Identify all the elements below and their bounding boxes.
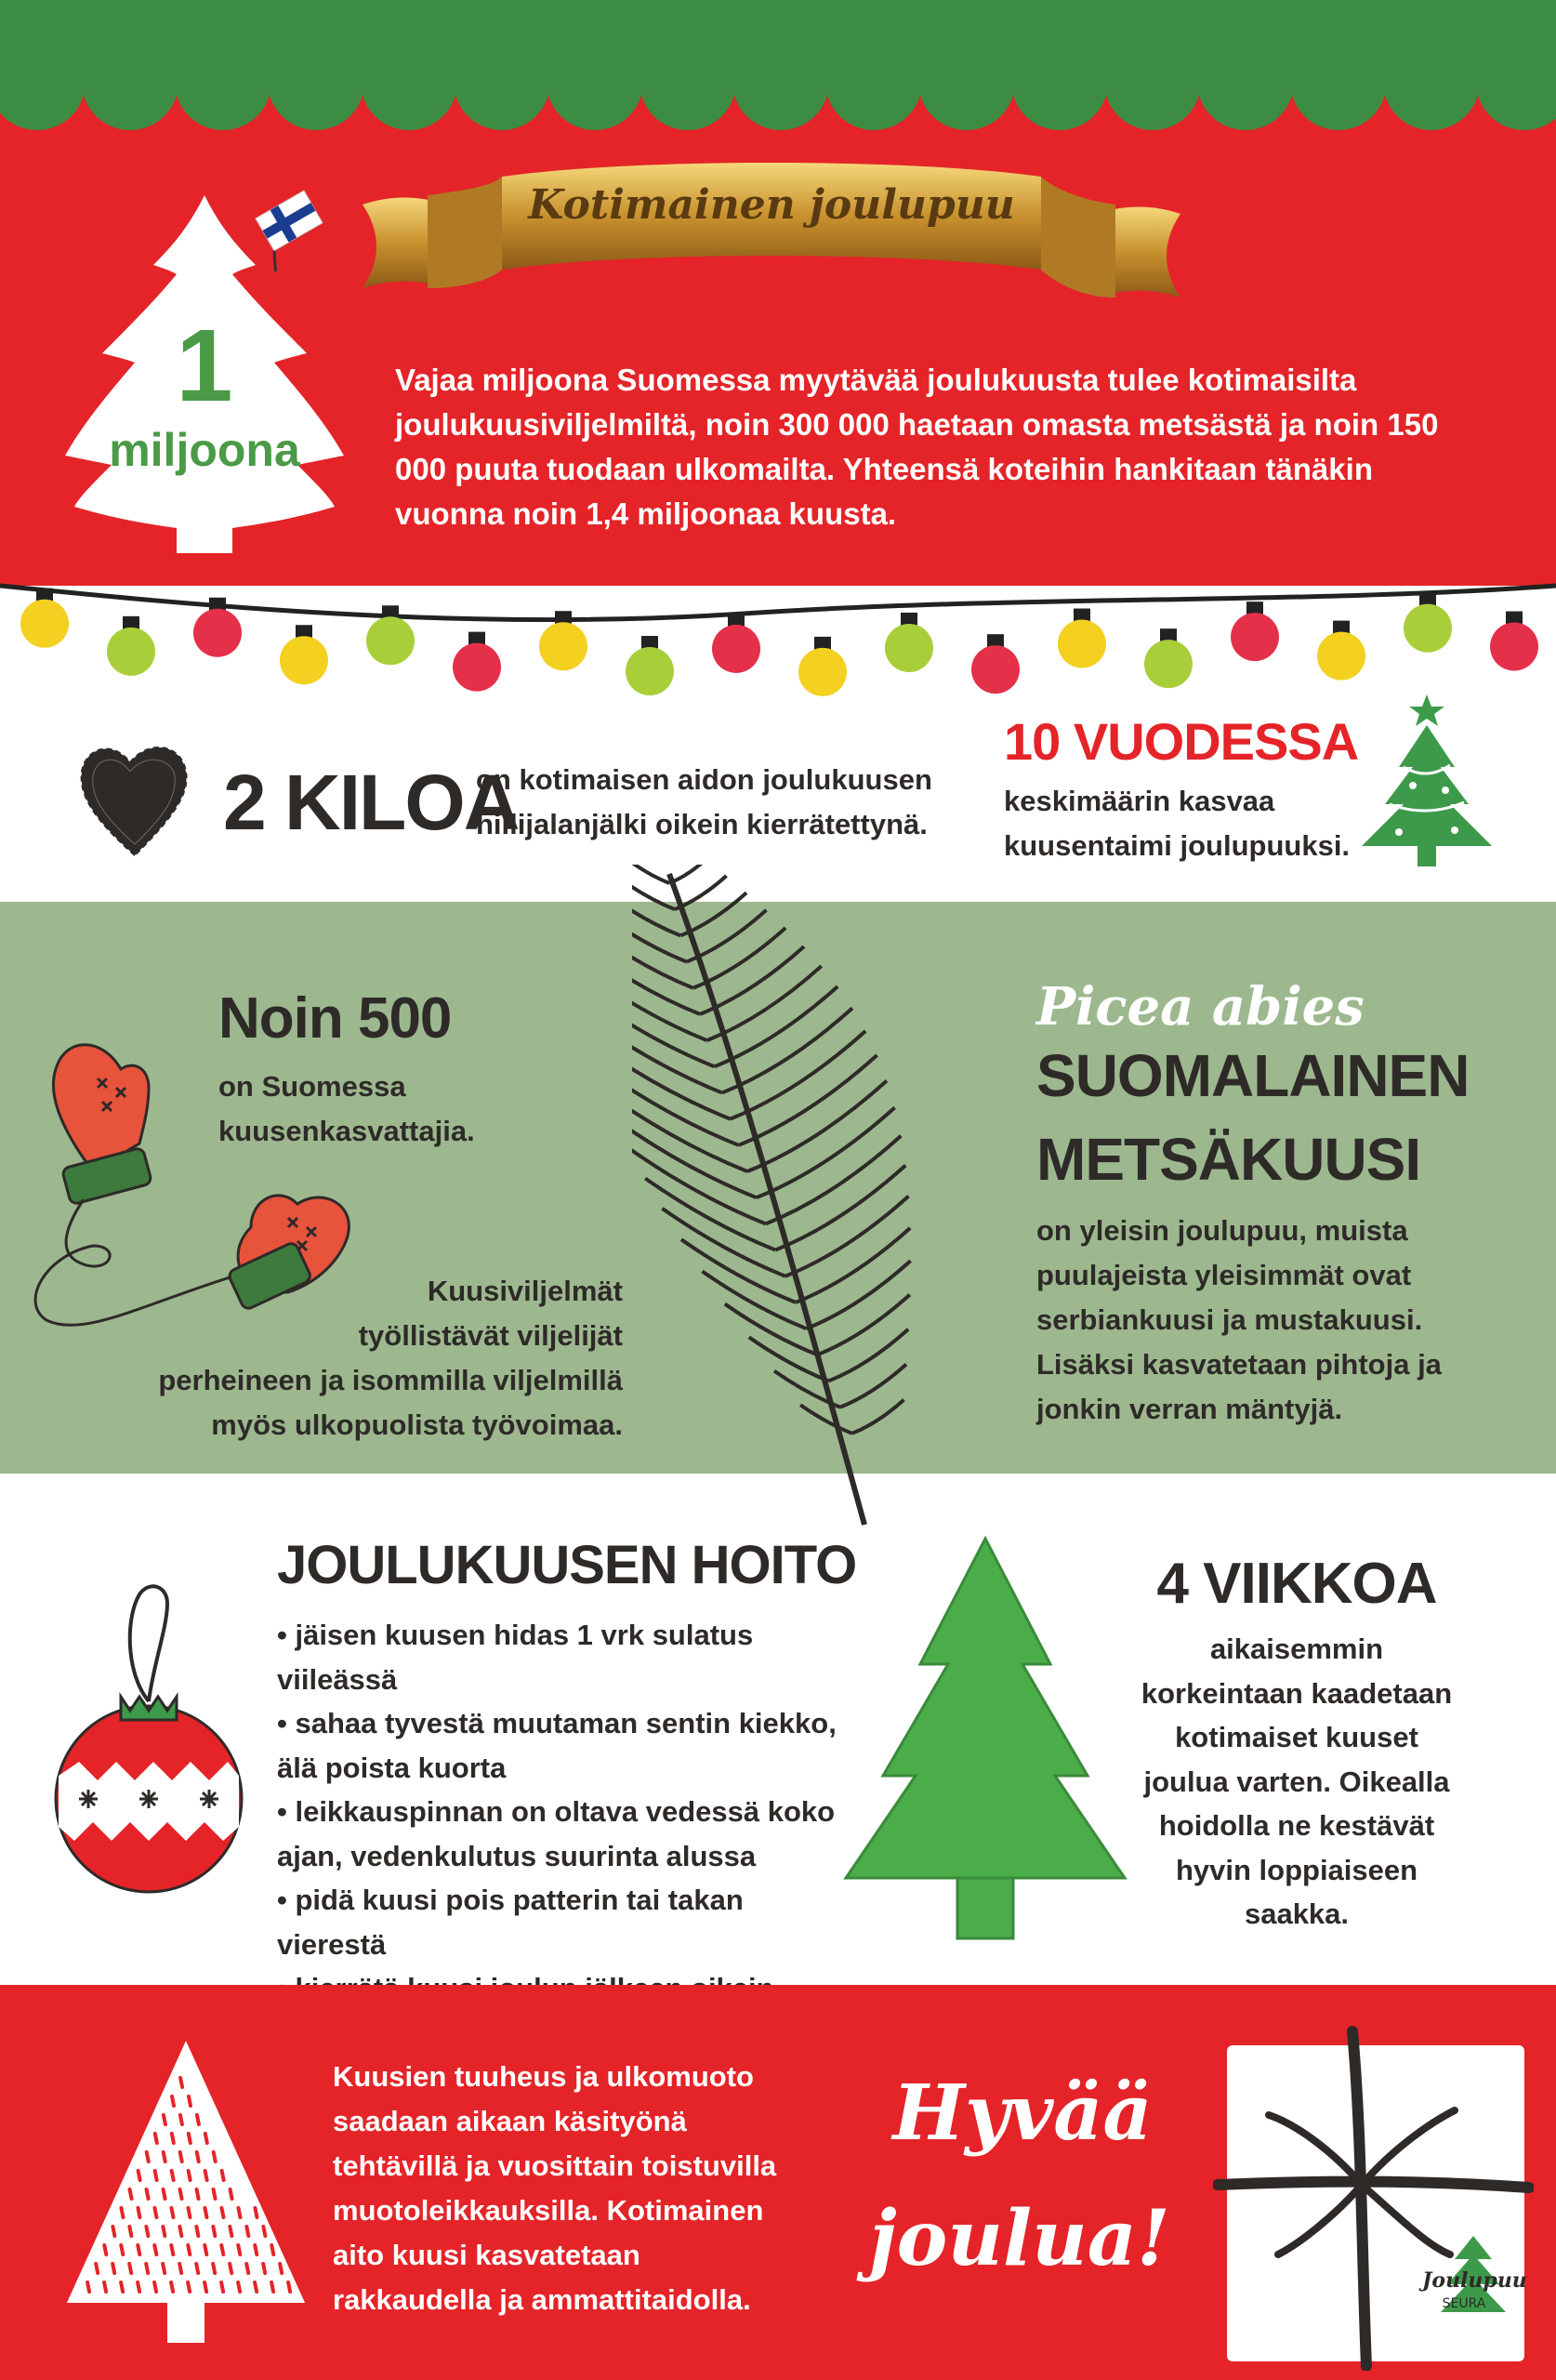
noin-line: on Suomessa bbox=[218, 1070, 406, 1103]
light-bulb bbox=[453, 643, 501, 692]
tree-dash bbox=[163, 2227, 165, 2236]
tree-dash bbox=[172, 2096, 174, 2106]
footer-line: tehtävillä ja vuosittain toistuvilla bbox=[333, 2149, 777, 2182]
species-line: serbiankuusi ja mustakuusi. bbox=[1036, 1303, 1423, 1336]
tree-dash bbox=[263, 2227, 265, 2236]
tree-dash bbox=[197, 2152, 199, 2162]
tree-unit: miljoona bbox=[109, 424, 300, 476]
tree-dash bbox=[121, 2282, 123, 2292]
light-bulb bbox=[971, 645, 1020, 694]
tree-dash bbox=[255, 2208, 257, 2217]
work-description bbox=[139, 1269, 623, 1448]
tree-dash bbox=[147, 2152, 149, 2162]
tree-dash bbox=[155, 2134, 157, 2143]
species-title-1: SUOMALAINEN bbox=[1036, 1042, 1470, 1109]
green-scallop-border bbox=[0, 0, 1556, 139]
logo-script: Joulupuu bbox=[1422, 2268, 1527, 2293]
needle bbox=[632, 865, 669, 883]
needle bbox=[632, 1095, 747, 1172]
tree-dash bbox=[129, 2264, 131, 2273]
tree-dash bbox=[121, 2245, 123, 2254]
tree-dash bbox=[221, 2282, 223, 2292]
ornament-icon bbox=[51, 1580, 246, 1897]
light-bulb bbox=[366, 616, 415, 665]
tree-dash bbox=[138, 2171, 140, 2180]
tree-dash bbox=[188, 2245, 190, 2254]
tree-dash bbox=[180, 2189, 182, 2199]
work-line: myös ulkopuolista työvoimaa. bbox=[211, 1408, 623, 1441]
tree-dash bbox=[271, 2282, 273, 2292]
tree-dash bbox=[271, 2245, 273, 2254]
footer-line: rakkaudella ja ammattitaidolla. bbox=[333, 2283, 751, 2316]
care-item: • sahaa tyvestä muutaman sentin kiekko, bbox=[277, 1707, 837, 1739]
kiloa-headline: 2 KILOA bbox=[223, 759, 519, 846]
tree-dash bbox=[246, 2227, 248, 2236]
tree-dash bbox=[138, 2282, 139, 2292]
needle bbox=[722, 1008, 852, 1092]
noin-headline: Noin 500 bbox=[218, 986, 452, 1051]
tree-dash bbox=[197, 2189, 199, 2199]
needle bbox=[632, 899, 680, 935]
care-list bbox=[277, 1613, 853, 2011]
tree-dash bbox=[204, 2208, 206, 2217]
tree-dash bbox=[104, 2282, 106, 2292]
species-line: jonkin verran mäntyjä. bbox=[1036, 1393, 1343, 1425]
tree-dash bbox=[129, 2227, 131, 2236]
needle bbox=[632, 1121, 757, 1197]
light-bulb bbox=[798, 648, 847, 696]
weeks-line: hoidolla ne kestävät bbox=[1158, 1809, 1435, 1842]
weeks-line: korkeintaan kaadetaan bbox=[1141, 1676, 1453, 1710]
care-item: • jäisen kuusen hidas 1 vrk sulatus viileässä bbox=[277, 1619, 754, 1696]
kiloa-line: hiilijalanjälki oikein kierrätettynä. bbox=[476, 808, 928, 840]
light-bulb bbox=[1231, 613, 1279, 661]
footer-line: aito kuusi kasvatetaan bbox=[333, 2239, 640, 2271]
tree-dash bbox=[146, 2264, 148, 2273]
tree-number: 1 bbox=[176, 309, 233, 423]
ribbon-title: Kotimainen joulupuu bbox=[528, 181, 1015, 229]
footer-line: Kuusien tuuheus ja ulkomuoto bbox=[333, 2060, 754, 2093]
tree-dash bbox=[221, 2245, 223, 2254]
latin-name: Picea abies bbox=[1036, 976, 1365, 1038]
kiloa-line: on kotimaisen aidon joulukuusen bbox=[476, 763, 932, 796]
weeks-line: hyvin loppiaiseen bbox=[1175, 1853, 1418, 1886]
tree-dash bbox=[214, 2152, 216, 2162]
tree-dash bbox=[255, 2282, 257, 2292]
tree-dash bbox=[196, 2227, 198, 2236]
weeks-line: aikaisemmin bbox=[1209, 1633, 1384, 1665]
green-tree-icon bbox=[841, 1534, 1129, 1943]
work-line: työllistävät viljelijät bbox=[358, 1319, 623, 1352]
tree-dash bbox=[246, 2264, 248, 2273]
footer-line: saadaan aikaan käsityönä bbox=[333, 2105, 687, 2137]
tree-dash bbox=[138, 2245, 139, 2254]
tree-dash bbox=[204, 2282, 206, 2292]
needle bbox=[757, 1107, 895, 1197]
tree-dash bbox=[155, 2171, 157, 2180]
tree-dash bbox=[121, 2208, 123, 2217]
heart-icon bbox=[74, 734, 195, 865]
needle bbox=[739, 1055, 877, 1145]
white-striped-tree-icon bbox=[65, 2041, 307, 2347]
care-item: • leikkauspinnan on oltava vedessä koko bbox=[277, 1795, 836, 1828]
needle bbox=[669, 865, 706, 883]
tree-dash bbox=[213, 2264, 215, 2273]
tree-dash bbox=[154, 2245, 156, 2254]
weeks-description bbox=[1125, 1627, 1469, 1937]
needle bbox=[817, 1295, 909, 1355]
tree-dash bbox=[188, 2208, 190, 2217]
greeting-line-2: joulua! bbox=[869, 2194, 1170, 2283]
light-bulb bbox=[280, 636, 328, 684]
light-bulb bbox=[107, 628, 155, 676]
tree-dash bbox=[154, 2282, 156, 2292]
tree-dash bbox=[188, 2282, 190, 2292]
tree-dash bbox=[205, 2134, 207, 2143]
needle bbox=[731, 1031, 866, 1119]
tree-dash bbox=[196, 2264, 198, 2273]
tree-dash bbox=[112, 2227, 114, 2236]
species-description bbox=[1036, 1209, 1520, 1432]
tree-dash bbox=[255, 2245, 257, 2254]
care-item: älä poista kuorta bbox=[277, 1751, 507, 1784]
light-bulb bbox=[1404, 604, 1452, 653]
tree-dash bbox=[230, 2227, 231, 2236]
tree-dash bbox=[171, 2208, 173, 2217]
tree-dash bbox=[104, 2245, 106, 2254]
tree-dash bbox=[154, 2208, 156, 2217]
tree-dash bbox=[171, 2282, 173, 2292]
light-bulb bbox=[626, 647, 674, 695]
care-title: JOULUKUUSEN HOITO bbox=[277, 1535, 857, 1595]
weeks-line: joulua varten. Oikealla bbox=[1143, 1765, 1450, 1798]
tree-dash bbox=[146, 2227, 148, 2236]
tree-dash bbox=[189, 2134, 191, 2143]
tree-dash bbox=[138, 2208, 139, 2217]
greeting-line-1: Hyvää bbox=[892, 2069, 1153, 2158]
tree-dash bbox=[164, 2115, 165, 2124]
tree-dash bbox=[163, 2264, 165, 2273]
vuodessa-description bbox=[1004, 779, 1394, 868]
tree-dash bbox=[179, 2264, 181, 2273]
tree-dash bbox=[172, 2134, 174, 2143]
light-bulb bbox=[193, 609, 242, 657]
tree-dash bbox=[164, 2152, 165, 2162]
needle bbox=[632, 881, 675, 910]
tree-dash bbox=[189, 2096, 191, 2106]
light-bulb bbox=[1490, 623, 1538, 671]
tree-dash bbox=[147, 2189, 149, 2199]
work-line: Kuusiviljelmät bbox=[427, 1275, 623, 1307]
tree-dash bbox=[87, 2282, 89, 2292]
tree-dash bbox=[280, 2264, 282, 2273]
tree-dash bbox=[288, 2282, 290, 2292]
noin-line: kuusenkasvattajia. bbox=[218, 1115, 475, 1147]
weeks-line: kotimaiset kuuset bbox=[1175, 1721, 1418, 1753]
intro-text: Vajaa miljoona Suomessa myytävää joulukuusta tulee kotimaisilta joulukuusiviljelmiltä, noin 300 000 haetaan omasta metsästä ja noin 150 000 puuta tuodaan ulkomailta. Yhteensä koteihin hankitaan tänäkin vuonna noin 1,4 miljoonaa kuusta. bbox=[395, 363, 1439, 531]
tree-dash bbox=[179, 2227, 181, 2236]
care-item: • pidä kuusi pois patterin tai takan vierestä bbox=[277, 1884, 744, 1961]
work-line: perheineen ja isommilla viljelmillä bbox=[158, 1364, 623, 1396]
tree-dash bbox=[171, 2245, 173, 2254]
species-line: Lisäksi kasvatetaan pihtoja ja bbox=[1036, 1348, 1442, 1381]
vuodessa-line: kuusentaimi joulupuuksi. bbox=[1004, 829, 1351, 862]
tree-dash bbox=[231, 2189, 232, 2199]
needle bbox=[766, 1136, 902, 1224]
noin-description bbox=[218, 1064, 516, 1154]
species-title-2: METSÄKUUSI bbox=[1036, 1126, 1421, 1193]
tree-dash bbox=[180, 2078, 182, 2087]
tree-dash bbox=[172, 2171, 174, 2180]
vuodessa-headline: 10 VUODESSA bbox=[1004, 712, 1359, 771]
tree-dash bbox=[222, 2171, 224, 2180]
tree-dash bbox=[205, 2171, 207, 2180]
light-bulb bbox=[712, 625, 760, 673]
spruce-branch-icon bbox=[632, 865, 985, 1534]
tree-dash bbox=[164, 2189, 165, 2199]
care-item: ajan, vedenkulutus suurinta alussa bbox=[277, 1839, 757, 1872]
tree-dash bbox=[189, 2171, 191, 2180]
weeks-line: saakka. bbox=[1244, 1897, 1350, 1930]
footer-description bbox=[333, 2055, 853, 2322]
tree-dash bbox=[213, 2227, 215, 2236]
needle bbox=[852, 1400, 904, 1434]
tree-dash bbox=[230, 2264, 231, 2273]
kiloa-description bbox=[476, 758, 959, 847]
tree-dash bbox=[112, 2264, 114, 2273]
needle bbox=[747, 1081, 887, 1172]
tree-dash bbox=[180, 2115, 182, 2124]
tree-dash bbox=[130, 2189, 132, 2199]
light-bulb bbox=[1058, 620, 1106, 668]
tree-dash bbox=[263, 2264, 265, 2273]
tree-dash bbox=[96, 2264, 98, 2273]
tree-dash bbox=[204, 2245, 206, 2254]
gift-box-icon bbox=[1213, 2022, 1534, 2371]
weeks-headline: 4 VIIKKOA bbox=[1156, 1552, 1437, 1616]
finnish-flag-icon bbox=[247, 191, 332, 271]
needle bbox=[807, 1261, 911, 1329]
light-bulb bbox=[885, 624, 933, 672]
needle bbox=[774, 1371, 840, 1408]
tree-dash bbox=[197, 2115, 199, 2124]
light-bulb bbox=[1144, 640, 1193, 688]
string-lights-decoration bbox=[0, 576, 1556, 697]
needle bbox=[800, 1405, 852, 1434]
tree-dash bbox=[180, 2152, 182, 2162]
tree-dash bbox=[238, 2245, 240, 2254]
light-bulb bbox=[20, 600, 69, 648]
tree-dash bbox=[238, 2282, 240, 2292]
needle bbox=[675, 876, 727, 909]
species-line: on yleisin joulupuu, muista bbox=[1036, 1214, 1408, 1247]
christmas-tree-icon bbox=[1357, 693, 1497, 869]
tree-dash bbox=[238, 2208, 240, 2217]
header-section bbox=[0, 0, 1556, 586]
tree-dash bbox=[214, 2189, 216, 2199]
light-bulb bbox=[539, 622, 587, 670]
logo-text: SEURA bbox=[1442, 2296, 1486, 2311]
vuodessa-line: keskimäärin kasvaa bbox=[1004, 785, 1275, 817]
species-line: puulajeista yleisimmät ovat bbox=[1036, 1259, 1412, 1291]
tree-dash bbox=[221, 2208, 223, 2217]
light-bulb bbox=[1317, 632, 1365, 681]
footer-line: muotoleikkauksilla. Kotimainen bbox=[333, 2194, 764, 2227]
